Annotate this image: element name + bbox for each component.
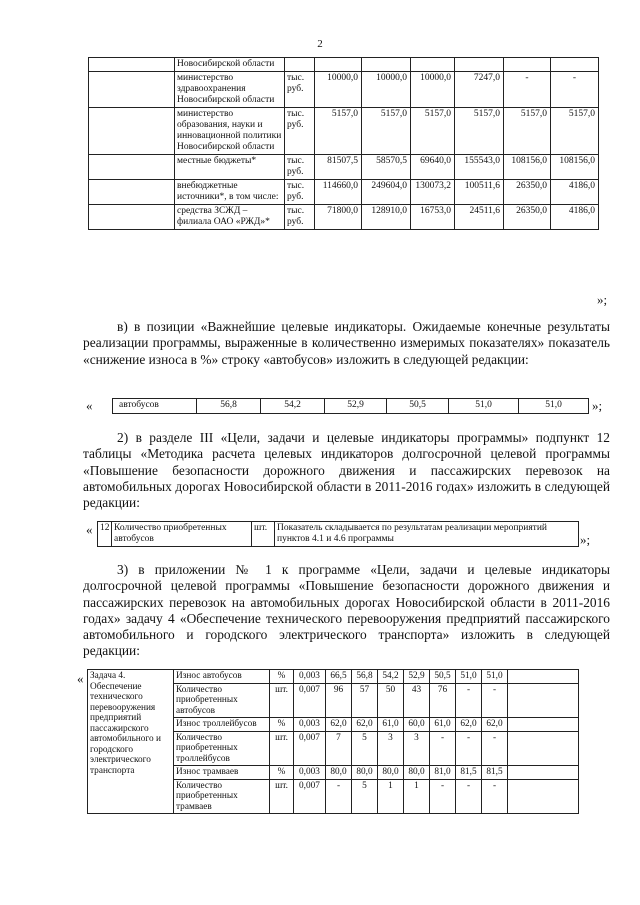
funding-value: 114660,0 [315, 180, 362, 205]
funding-value [551, 58, 599, 72]
funding-value: 5157,0 [315, 108, 362, 155]
task-row [88, 670, 579, 684]
task-row-weight: 0,003 [294, 718, 326, 732]
funding-value: 108156,0 [551, 155, 599, 180]
task-row-value: 54,2 [378, 670, 404, 684]
task-row-value: 5 [352, 779, 378, 814]
funding-value: 24511,6 [455, 205, 504, 230]
row12-table [97, 521, 579, 547]
funding-row-label: внебюджетные источники*, в том числе: [175, 180, 285, 205]
task-row-value: - [326, 779, 352, 814]
buses-value: 50,5 [387, 399, 449, 414]
row12 [98, 522, 579, 547]
task-empty-cell [508, 670, 579, 684]
task-row-value: 96 [326, 683, 352, 718]
task-row-label: Количество приобретенных автобусов [174, 683, 270, 718]
funding-row [89, 108, 599, 155]
task-empty-cell [508, 731, 579, 766]
task-row-value: 76 [430, 683, 456, 718]
funding-row-unit: тыс. руб. [285, 205, 315, 230]
funding-empty-cell [89, 108, 175, 155]
funding-table [88, 57, 599, 230]
funding-value: 5157,0 [504, 108, 551, 155]
task-row-value: 1 [404, 779, 430, 814]
task-row-value: 5 [352, 731, 378, 766]
funding-value: 7247,0 [455, 72, 504, 108]
task-row-unit: шт. [270, 683, 294, 718]
row12-label: Количество приобретенных автобусов [112, 522, 252, 547]
task-row-value: 57 [352, 683, 378, 718]
task-row-unit: % [270, 670, 294, 684]
task-table [87, 669, 579, 814]
funding-value: 69640,0 [411, 155, 455, 180]
funding-row-label: Новосибирской области [175, 58, 285, 72]
task-row-value: 81,5 [482, 766, 508, 780]
task-empty-cell [508, 683, 579, 718]
task-row-label: Износ троллейбусов [174, 718, 270, 732]
task-row-value: 7 [326, 731, 352, 766]
paragraph-3: 3) в приложении № 1 к программе «Цели, задачи и целевые индикаторы долгосрочной целевой программы «Повышение безопасности дорожного движения и пассажирских перевозок на автомобильных дорогах Новосибирской области в 2011-2016 годах» задачу 4 «Обеспечение технического перевооружения предприятий пассажирского автомобильного и городского электрического транспорта» изложить в следующей редакции: [83, 562, 610, 659]
funding-row-unit: тыс. руб. [285, 180, 315, 205]
task-row-value: 56,8 [352, 670, 378, 684]
task-empty-cell [508, 718, 579, 732]
funding-empty-cell [89, 72, 175, 108]
funding-value: 26350,0 [504, 180, 551, 205]
task-row-value: 51,0 [456, 670, 482, 684]
buses-label: автобусов [113, 399, 197, 414]
task-row-weight: 0,003 [294, 766, 326, 780]
task-row-unit: шт. [270, 731, 294, 766]
funding-value: - [551, 72, 599, 108]
funding-row [89, 205, 599, 230]
funding-value [411, 58, 455, 72]
task-row-value: 62,0 [352, 718, 378, 732]
task-row-value: 50,5 [430, 670, 456, 684]
task-row-value: 61,0 [378, 718, 404, 732]
buses-value: 51,0 [519, 399, 589, 414]
buses-row [113, 399, 589, 414]
task-row-value: - [456, 779, 482, 814]
task-row-value: 1 [378, 779, 404, 814]
funding-row-label: местные бюджеты* [175, 155, 285, 180]
task-table-open-quote: « [77, 671, 84, 686]
task-row-label: Количество приобретенных трамваев [174, 779, 270, 814]
funding-value [455, 58, 504, 72]
funding-value: 10000,0 [362, 72, 411, 108]
task-row-value: 81,0 [430, 766, 456, 780]
task-row-label: Количество приобретенных троллейбусов [174, 731, 270, 766]
task-row-value: 81,5 [456, 766, 482, 780]
funding-value: 58570,5 [362, 155, 411, 180]
task-row-value: 3 [378, 731, 404, 766]
funding-row-label: министерство здравоохранения Новосибирской области [175, 72, 285, 108]
task-row-weight: 0,007 [294, 683, 326, 718]
task-row-value: 52,9 [404, 670, 430, 684]
funding-value: 10000,0 [315, 72, 362, 108]
funding-value: 128910,0 [362, 205, 411, 230]
task-row-value: - [482, 683, 508, 718]
funding-value: 5157,0 [455, 108, 504, 155]
task-row-value: 66,5 [326, 670, 352, 684]
funding-value: 4186,0 [551, 180, 599, 205]
funding-value: 71800,0 [315, 205, 362, 230]
buses-value: 54,2 [261, 399, 325, 414]
task-row-value: 50 [378, 683, 404, 718]
funding-value: 26350,0 [504, 205, 551, 230]
funding-empty-cell [89, 205, 175, 230]
task-row-value: - [482, 731, 508, 766]
funding-value: 249604,0 [362, 180, 411, 205]
row12-num: 12 [98, 522, 112, 547]
funding-value: 155543,0 [455, 155, 504, 180]
funding-value: 4186,0 [551, 205, 599, 230]
funding-empty-cell [89, 180, 175, 205]
task-row-value: - [482, 779, 508, 814]
funding-row-label: министерство образования, науки и инновационной политики Новосибирской области [175, 108, 285, 155]
funding-value: 5157,0 [411, 108, 455, 155]
task-row-value: 60,0 [404, 718, 430, 732]
funding-value: 10000,0 [411, 72, 455, 108]
task-row-unit: % [270, 718, 294, 732]
task-row-value: 3 [404, 731, 430, 766]
funding-value: 100511,6 [455, 180, 504, 205]
row12-close-quote: »; [580, 532, 591, 547]
task-row-value: 80,0 [404, 766, 430, 780]
row12-desc: Показатель складывается по результатам реализации мероприятий пунктов 4.1 и 4.6 программы [275, 522, 579, 547]
paragraph-v: в) в позиции «Важнейшие целевые индикаторы. Ожидаемые конечные результаты реализации программы, выраженные в количественно измеримых показателях» показатель «снижение износа в %» строку «автобусов» изложить в следующей редакции: [83, 319, 610, 367]
funding-value: 5157,0 [362, 108, 411, 155]
task-row-value: 62,0 [456, 718, 482, 732]
task-row-label: Износ трамваев [174, 766, 270, 780]
task-row-value: - [456, 731, 482, 766]
task-row-value: 62,0 [482, 718, 508, 732]
task-row-value: - [430, 731, 456, 766]
buses-value: 52,9 [325, 399, 387, 414]
funding-value: 108156,0 [504, 155, 551, 180]
funding-row [89, 58, 599, 72]
funding-row-unit: тыс. руб. [285, 155, 315, 180]
row12-unit: шт. [252, 522, 275, 547]
funding-empty-cell [89, 155, 175, 180]
funding-row-label: средства ЗСЖД – филиала ОАО «РЖД»* [175, 205, 285, 230]
funding-row [89, 155, 599, 180]
task-row-value: 43 [404, 683, 430, 718]
task-row-value: 80,0 [326, 766, 352, 780]
funding-value: 16753,0 [411, 205, 455, 230]
funding-value: 81507,5 [315, 155, 362, 180]
task-row-value: - [430, 779, 456, 814]
funding-row [89, 180, 599, 205]
task-row-unit: % [270, 766, 294, 780]
task-row-weight: 0,003 [294, 670, 326, 684]
task-row-value: 62,0 [326, 718, 352, 732]
row12-open-quote: « [86, 522, 93, 537]
buses-value: 56,8 [197, 399, 261, 414]
task-row-value: - [456, 683, 482, 718]
buses-row-table [112, 398, 589, 414]
task-row-value: 80,0 [352, 766, 378, 780]
funding-value: 5157,0 [551, 108, 599, 155]
funding-value: 130073,2 [411, 180, 455, 205]
funding-value [315, 58, 362, 72]
funding-value [362, 58, 411, 72]
task-empty-cell [508, 766, 579, 780]
task-row-value: 61,0 [430, 718, 456, 732]
funding-empty-cell [89, 58, 175, 72]
page-number: 2 [317, 38, 323, 50]
task-row-weight: 0,007 [294, 779, 326, 814]
funding-row-unit: тыс. руб. [285, 108, 315, 155]
funding-row-unit [285, 58, 315, 72]
funding-value: - [504, 72, 551, 108]
table-closing-quote: »; [597, 292, 608, 307]
row-buses-open-quote: « [86, 398, 93, 413]
task-row-unit: шт. [270, 779, 294, 814]
funding-row-unit: тыс. руб. [285, 72, 315, 108]
paragraph-2: 2) в разделе III «Цели, задачи и целевые индикаторы программы» подпункт 12 таблицы «Методика расчета целевых индикаторов долгосрочной целевой программы «Повышение безопасности дорожного движения и пассажирских перевозок на автомобильных дорогах Новосибирской области в 2011-2016 годах» изложить в следующей редакции: [83, 430, 610, 511]
task-row-value: 80,0 [378, 766, 404, 780]
funding-value [504, 58, 551, 72]
task-title: Задача 4. Обеспечение технического перевооружения предприятий пассажирского автомобильного и городского электрического транспорта [88, 670, 174, 814]
task-row-value: 51,0 [482, 670, 508, 684]
task-row-label: Износ автобусов [174, 670, 270, 684]
buses-value: 51,0 [449, 399, 519, 414]
task-row-weight: 0,007 [294, 731, 326, 766]
task-empty-cell [508, 779, 579, 814]
funding-row [89, 72, 599, 108]
row-buses-close-quote: »; [592, 398, 603, 413]
